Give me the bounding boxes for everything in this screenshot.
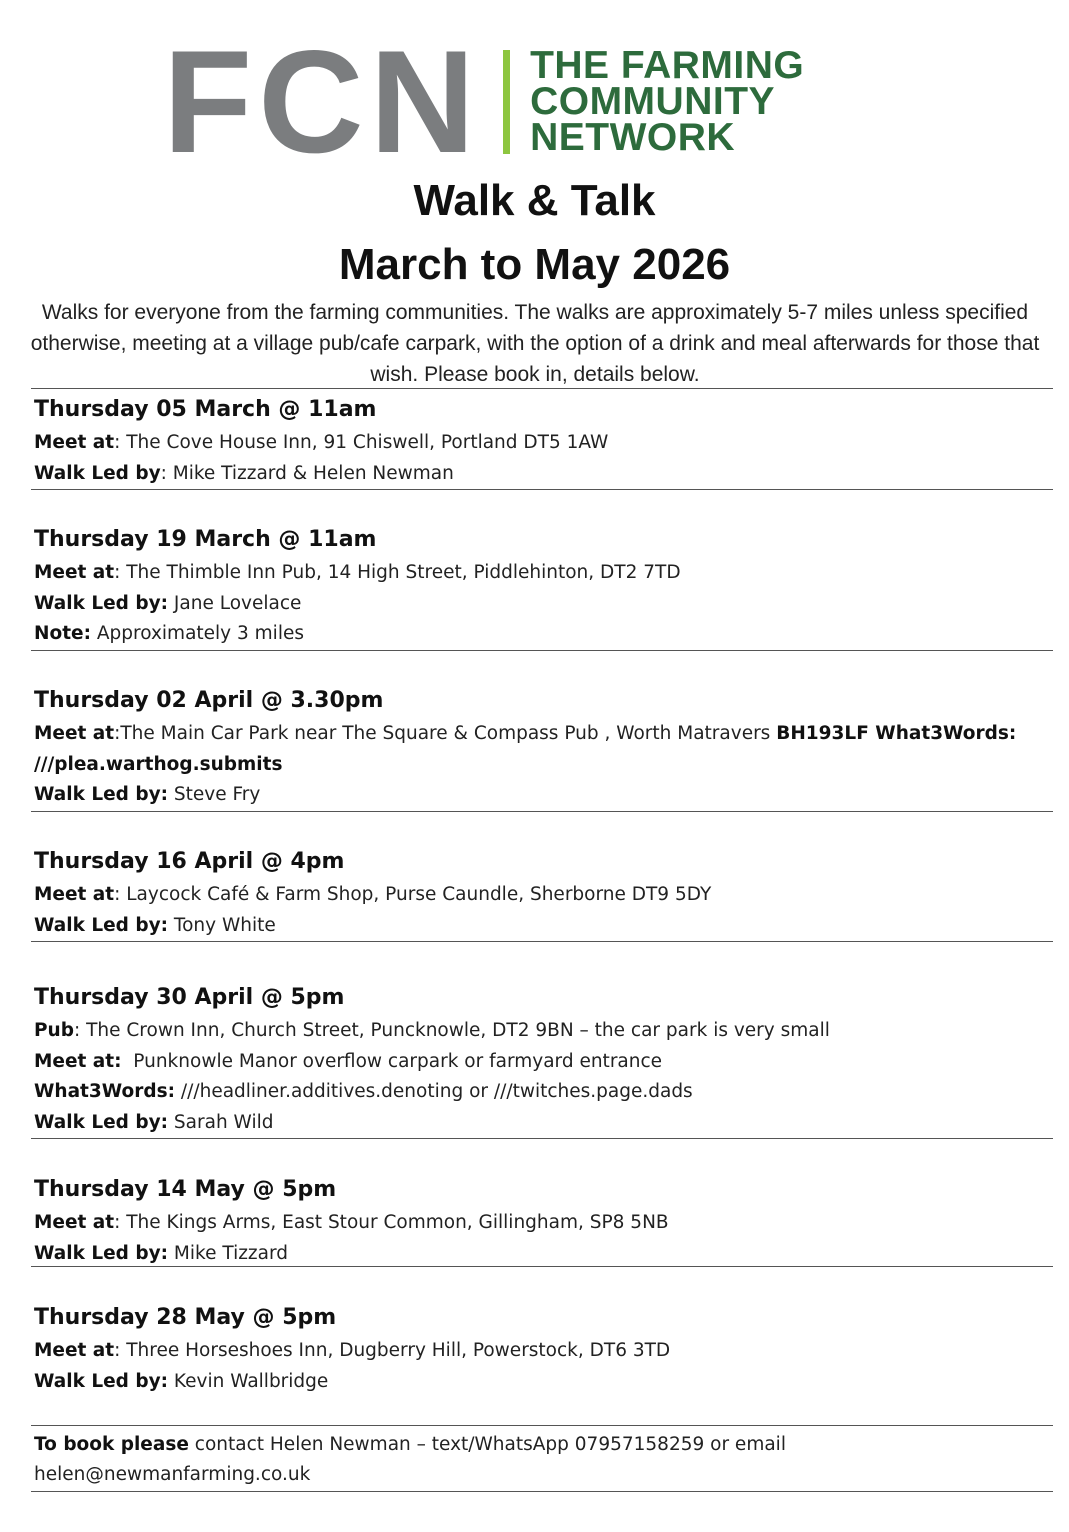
- event-item: [34, 984, 1044, 1138]
- logo-divider-bar: [503, 50, 510, 154]
- logo-letters: FCN: [163, 20, 482, 183]
- event-date: Thursday 19 March @ 11am: [34, 527, 377, 552]
- event-item: [34, 526, 1044, 650]
- postcode-what3words-label: BH193LF What3Words:: [776, 723, 1017, 744]
- leader-label: Walk Led by:: [34, 592, 169, 614]
- event-date: Thursday 30 April @ 5pm: [34, 985, 345, 1010]
- meet-label: Meet at: [34, 723, 115, 744]
- event-date: Thursday 16 April @ 4pm: [34, 849, 345, 874]
- booking-label: To book please: [34, 1434, 189, 1455]
- booking-line: [34, 1430, 1044, 1460]
- leader-label: Walk Led by:: [34, 784, 169, 805]
- meet-value: Punknowle Manor overflow carpark or farmyard entrance: [121, 1050, 663, 1072]
- logo-organisation-name: [530, 44, 805, 159]
- event-meet: [34, 428, 1044, 459]
- event-meet: [34, 719, 1044, 750]
- what3words-label: What3Words:: [34, 1081, 176, 1102]
- meet-value: : The Cove House Inn, 91 Chiswell, Portland DT5 1AW: [114, 432, 609, 453]
- leader-label: Walk Led by:: [34, 1242, 169, 1264]
- fcn-logo: [163, 20, 805, 183]
- event-date: Thursday 14 May @ 5pm: [34, 1177, 337, 1202]
- event-item: [34, 687, 1044, 811]
- event-leader: [34, 459, 1044, 490]
- event-leader: [34, 589, 1044, 620]
- pub-label: Pub: [34, 1020, 74, 1041]
- divider: [31, 1266, 1053, 1267]
- meet-label: Meet at: [34, 1212, 115, 1233]
- pub-value: : The Crown Inn, Church Street, Puncknowle, DT2 9BN – the car park is very small: [73, 1020, 830, 1041]
- divider: [31, 941, 1053, 942]
- booking-email[interactable]: helen@newmanfarming.co.uk: [34, 1464, 311, 1485]
- event-date: Thursday 02 April @ 3.30pm: [34, 688, 384, 713]
- divider: [31, 1138, 1053, 1139]
- event-item: [34, 848, 1044, 941]
- event-date: Thursday 28 May @ 5pm: [34, 1305, 337, 1330]
- event-leader: [34, 780, 1044, 811]
- event-meet: [34, 880, 1044, 911]
- divider: [31, 811, 1053, 812]
- meet-value: : The Kings Arms, East Stour Common, Gillingham, SP8 5NB: [114, 1212, 669, 1233]
- meet-label: Meet at:: [34, 1050, 122, 1072]
- event-note: [34, 619, 1044, 650]
- leader-value: Tony White: [168, 914, 276, 936]
- meet-label: Meet at: [34, 1340, 115, 1361]
- leader-value: Mike Tizzard: [168, 1242, 288, 1264]
- event-item: [34, 1304, 1044, 1397]
- leader-value: Jane Lovelace: [168, 592, 302, 614]
- event-what3words: [34, 1077, 1044, 1108]
- event-what3words: [34, 750, 1044, 781]
- divider: [31, 1425, 1053, 1426]
- divider: [31, 650, 1053, 651]
- event-leader: [34, 1108, 1044, 1139]
- logo-name-line-2: COMMUNITY: [530, 80, 776, 123]
- divider: [31, 489, 1053, 490]
- booking-contact: contact Helen Newman – text/WhatsApp 07957158259 or email: [188, 1434, 786, 1455]
- what3words-value: ///headliner.additives.denoting or ///twitches.page.dads: [175, 1081, 693, 1102]
- event-item: [34, 1176, 1044, 1269]
- leader-label: Walk Led by:: [34, 1370, 169, 1392]
- divider: [31, 1491, 1053, 1492]
- event-date: Thursday 05 March @ 11am: [34, 397, 377, 422]
- note-value: Approximately 3 miles: [90, 623, 304, 644]
- logo-name-line-1: THE FARMING: [530, 44, 805, 87]
- meet-value: : The Thimble Inn Pub, 14 High Street, Piddlehinton, DT2 7TD: [114, 562, 681, 583]
- leader-value: Steve Fry: [168, 784, 261, 805]
- leader-value: Kevin Wallbridge: [168, 1370, 329, 1392]
- meet-value: :The Main Car Park near The Square & Compass Pub , Worth Matravers: [114, 723, 777, 744]
- meet-label: Meet at: [34, 562, 115, 583]
- meet-label: Meet at: [34, 432, 115, 453]
- logo-name-line-3: NETWORK: [530, 116, 736, 159]
- event-meet: [34, 1208, 1044, 1239]
- event-meet: [34, 1047, 1044, 1078]
- leader-value: : Mike Tizzard & Helen Newman: [160, 462, 454, 484]
- what3words-value: ///plea.warthog.submits: [34, 753, 283, 775]
- leader-label: Walk Led by: [34, 462, 161, 484]
- event-pub: [34, 1016, 1044, 1047]
- divider: [31, 388, 1053, 389]
- meet-value: : Three Horseshoes Inn, Dugberry Hill, Powerstock, DT6 3TD: [114, 1340, 671, 1361]
- leader-label: Walk Led by:: [34, 914, 169, 936]
- event-leader: [34, 1367, 1044, 1398]
- booking-info: [34, 1430, 1044, 1490]
- event-leader: [34, 911, 1044, 942]
- event-meet: [34, 1336, 1044, 1367]
- meet-value: : Laycock Café & Farm Shop, Purse Caundle, Sherborne DT9 5DY: [114, 884, 712, 905]
- page-subtitle: March to May 2026: [338, 240, 731, 289]
- leader-value: Sarah Wild: [168, 1111, 274, 1133]
- page-title: Walk & Talk: [413, 176, 656, 225]
- event-meet: [34, 558, 1044, 589]
- event-leader: [34, 1239, 1044, 1270]
- leader-label: Walk Led by:: [34, 1111, 169, 1133]
- intro-paragraph: Walks for everyone from the farming communities. The walks are approximately 5-7 miles unless specified otherwise, meeting at a village pub/cafe carpark, with the option of a drink and meal afterwards for those that wish. Please book in, details below.: [30, 301, 1040, 386]
- meet-label: Meet at: [34, 884, 115, 905]
- event-item: [34, 396, 1044, 489]
- note-label: Note:: [34, 623, 91, 644]
